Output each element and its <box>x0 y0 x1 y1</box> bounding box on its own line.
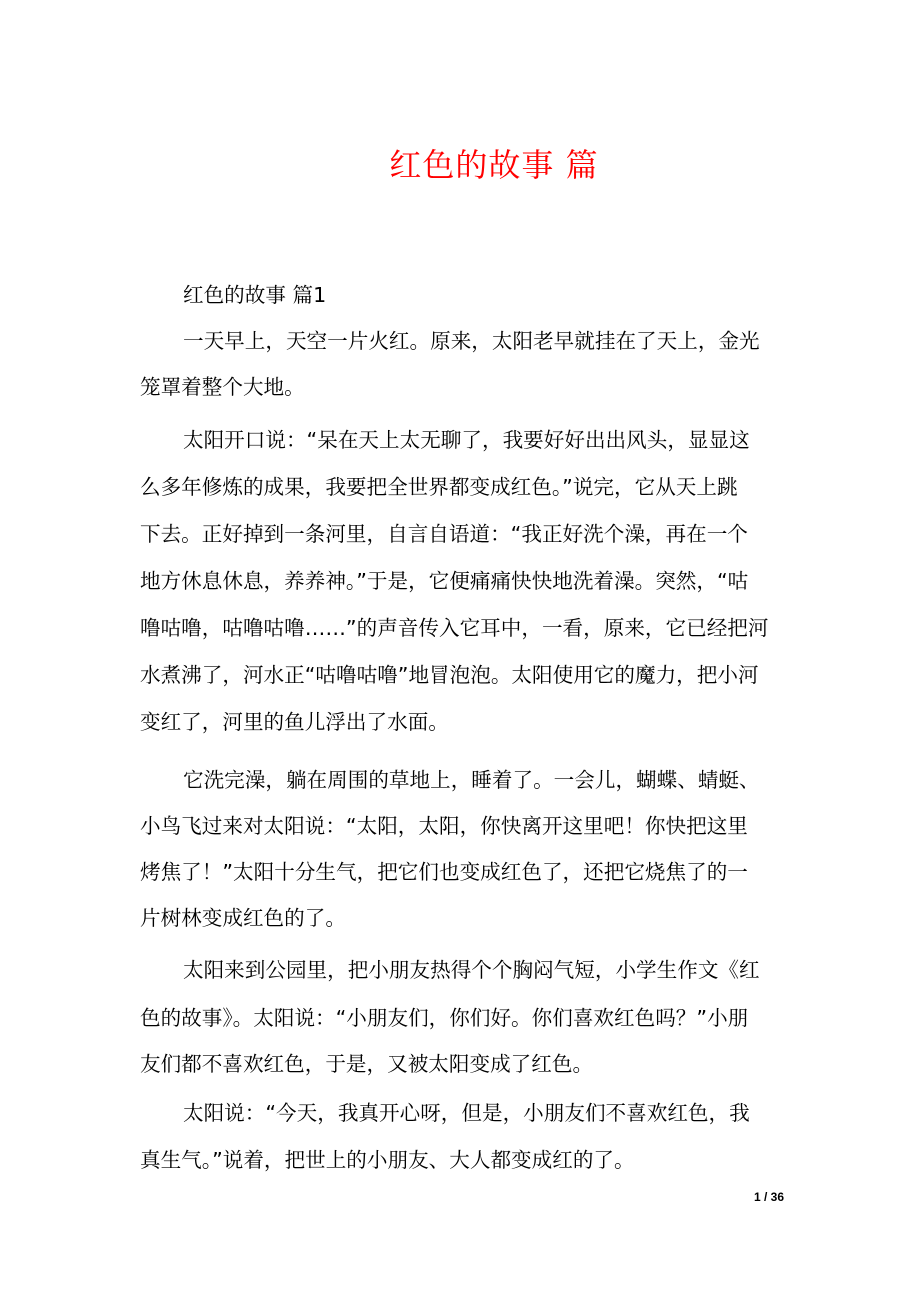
text-line: 变红了，河里的鱼儿浮出了水面。 <box>140 710 449 734</box>
text-line: 色的故事》。太阳说：“小朋友们，你们好。你们喜欢红色吗？”小朋 <box>140 1006 749 1030</box>
text-line: 片树林变成红色的了。 <box>140 906 346 930</box>
text-line: 太阳说：“今天，我真开心呀，但是，小朋友们不喜欢红色，我 <box>183 1101 750 1125</box>
page-number: 1 / 36 <box>753 1190 784 1204</box>
text-line: 太阳开口说：“呆在天上太无聊了，我要好好出出风头，显显这 <box>183 428 750 452</box>
text-line: 一天早上，天空一片火红。原来，太阳老早就挂在了天上，金光 <box>183 329 760 353</box>
text-line: 友们都不喜欢红色，于是，又被太阳变成了红色。 <box>140 1052 594 1076</box>
text-line: 红色的故事 篇1 <box>183 283 327 307</box>
text-line: 地方休息休息，养养神。”于是，它便痛痛快快地洗着澡。突然，“咕 <box>140 569 749 593</box>
text-line: 它洗完澡，躺在周围的草地上，睡着了。一会儿，蝴蝶、蜻蜓、 <box>183 768 760 792</box>
text-line: 小鸟飞过来对太阳说：“太阳，太阳，你快离开这里吧！你快把这里 <box>140 814 748 838</box>
text-line: 真生气。”说着，把世上的小朋友、大人都变成红的了。 <box>140 1148 635 1172</box>
text-line: 水煮沸了，河水正“咕噜咕噜”地冒泡泡。太阳使用它的魔力，把小河 <box>140 663 759 687</box>
text-line: 么多年修炼的成果，我要把全世界都变成红色。”说完，它从天上跳 <box>140 475 738 499</box>
text-line: 笼罩着整个大地。 <box>140 375 305 399</box>
text-line: 噜咕噜，咕噜咕噜……”的声音传入它耳中，一看，原来，它已经把河 <box>140 616 769 640</box>
text-line: 太阳来到公园里，把小朋友热得个个胸闷气短，小学生作文《红 <box>183 958 760 982</box>
text-line: 下去。正好掉到一条河里，自言自语道：“我正好洗个澡，再在一个 <box>140 522 748 546</box>
document-title: 红色的故事 篇 <box>389 146 599 184</box>
text-line: 烤焦了！”太阳十分生气，把它们也变成红色了，还把它烧焦了的一 <box>140 860 748 884</box>
